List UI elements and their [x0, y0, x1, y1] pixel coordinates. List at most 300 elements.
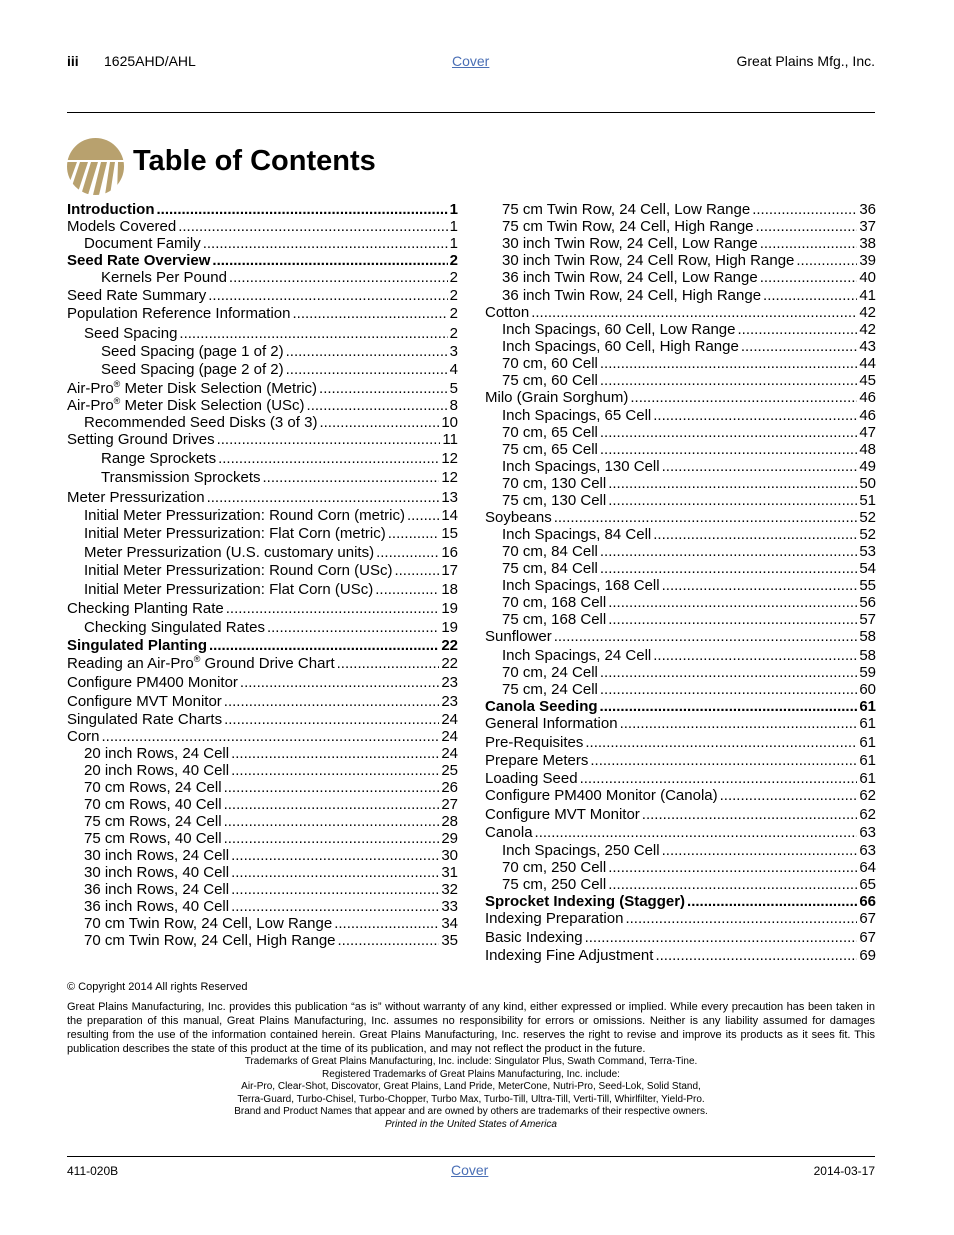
dot-leader [608, 594, 857, 612]
dot-leader [600, 424, 857, 442]
dot-leader [752, 201, 857, 219]
toc-entry-page: 67 [859, 910, 876, 927]
toc-entry[interactable] [84, 830, 458, 848]
header-cover-link[interactable]: Cover [452, 53, 490, 69]
toc-entry[interactable] [67, 728, 458, 746]
dot-leader [653, 647, 857, 665]
toc-entry-page: 61 [859, 698, 876, 715]
toc-entry-title: Milo (Grain Sorghum) [485, 389, 629, 406]
dot-leader [307, 397, 448, 415]
dot-leader [630, 389, 857, 407]
toc-entry[interactable] [67, 287, 458, 305]
toc-entry[interactable] [67, 380, 458, 398]
toc-entry-title: Inch Spacings, 60 Cell, Low Range [502, 321, 736, 338]
toc-entry[interactable] [485, 929, 876, 947]
dot-leader [209, 637, 439, 655]
toc-entry-title: 75 cm, 65 Cell [502, 441, 598, 458]
toc-entry-page: 22 [441, 655, 458, 672]
toc-entry[interactable] [67, 655, 458, 673]
toc-entry-title: 75 cm, 24 Cell [502, 681, 598, 698]
toc-entry-title: 30 inch Twin Row, 24 Cell, Low Range [502, 235, 758, 252]
toc-entry[interactable] [84, 235, 458, 253]
dot-leader [608, 492, 857, 510]
toc-entry-page: 28 [441, 813, 458, 830]
toc-entry-title: 70 cm, 250 Cell [502, 859, 607, 876]
toc-entry-title: Checking Planting Rate [67, 600, 224, 617]
dot-leader [208, 287, 447, 305]
toc-entry-page: 67 [859, 929, 876, 946]
toc-entry-title: Configure MVT Monitor [485, 806, 640, 823]
toc-entry[interactable] [502, 475, 876, 493]
toc-entry-page: 50 [859, 475, 876, 492]
toc-entry-page: 24 [441, 728, 458, 745]
toc-entry-title: 70 cm, 168 Cell [502, 594, 607, 611]
toc-entry-page: 29 [441, 830, 458, 847]
toc-entry[interactable] [67, 600, 458, 618]
toc-entry-page: 31 [441, 864, 458, 881]
toc-entry-page: 47 [859, 424, 876, 441]
toc-entry[interactable] [502, 321, 876, 339]
dot-leader [229, 269, 448, 287]
toc-entry-page: 59 [859, 664, 876, 681]
toc-entry-title: Inch Spacings, 130 Cell [502, 458, 660, 475]
toc-entry-title: Air-Pro® Meter Disk Selection (Metric) [67, 379, 318, 397]
dot-leader [203, 235, 448, 253]
toc-entry[interactable] [502, 842, 876, 860]
dot-leader [600, 698, 858, 716]
footer-date: 2014-03-17 [813, 1164, 875, 1178]
trademark-line: Air-Pro, Clear-Shot, Discovator, Great Plains, Land Pride, MeterCone, Nutri-Pro, Seed-Lok, Solid Stand, [241, 1081, 701, 1092]
dot-leader [608, 859, 857, 877]
dot-leader [267, 619, 439, 637]
toc-entry-page: 64 [859, 859, 876, 876]
dot-leader [608, 876, 857, 894]
toc-entry[interactable] [84, 525, 458, 543]
toc-entry-title: 75 cm, 130 Cell [502, 492, 607, 509]
dot-leader [554, 628, 858, 646]
toc-entry[interactable] [502, 560, 876, 578]
toc-entry-title: Initial Meter Pressurization: Flat Corn (metric) [84, 525, 386, 542]
trademark-line: Terra-Guard, Turbo-Chisel, Turbo-Chopper, Turbo Max, Turbo-Till, Ultra-Till, Verti-Till, Whirlfilter, Yield-Pro. [237, 1093, 705, 1105]
dot-leader [720, 787, 858, 805]
toc-entry-page: 10 [441, 414, 458, 431]
dot-leader [231, 762, 439, 780]
toc-entry-title: Sprocket Indexing (Stagger) [485, 893, 686, 910]
toc-entry-title: General Information [485, 715, 618, 732]
toc-entry[interactable] [67, 252, 458, 270]
toc-entry[interactable] [485, 806, 876, 824]
toc-entry[interactable] [84, 544, 458, 562]
toc-entry[interactable] [101, 343, 458, 361]
dot-leader [212, 252, 447, 270]
toc-entry-page: 61 [859, 752, 876, 769]
dot-leader [224, 830, 440, 848]
toc-entry-page: 56 [859, 594, 876, 611]
toc-entry[interactable] [84, 898, 458, 916]
toc-entry-title: 70 cm, 84 Cell [502, 543, 598, 560]
dot-leader [662, 458, 858, 476]
toc-entry[interactable] [502, 458, 876, 476]
toc-entry-page: 12 [441, 469, 458, 486]
toc-entry[interactable] [502, 218, 876, 236]
toc-entry-page: 2 [449, 287, 458, 304]
toc-entry[interactable] [84, 745, 458, 763]
toc-entry[interactable] [485, 698, 876, 716]
toc-entry[interactable] [101, 450, 458, 468]
footer-cover-link[interactable]: Cover [451, 1162, 489, 1178]
dot-leader [224, 813, 440, 831]
toc-entry[interactable] [84, 881, 458, 899]
dot-leader [662, 577, 858, 595]
toc-entry[interactable] [485, 770, 876, 788]
toc-entry-page: 14 [441, 507, 458, 524]
footer-divider [67, 1156, 875, 1157]
toc-entry-title: Kernels Per Pound [101, 269, 227, 286]
toc-entry[interactable] [67, 397, 458, 415]
toc-entry-title: Configure PM400 Monitor (Canola) [485, 787, 718, 804]
toc-entry[interactable] [67, 489, 458, 507]
toc-entry-page: 49 [859, 458, 876, 475]
toc-entry-page: 61 [859, 770, 876, 787]
toc-entry[interactable] [67, 201, 458, 219]
toc-entry-title: 20 inch Rows, 40 Cell [84, 762, 230, 779]
toc-entry-title: Cotton [485, 304, 530, 321]
toc-entry-title: Transmission Sprockets [101, 469, 261, 486]
toc-entry[interactable] [84, 847, 458, 865]
toc-entry-title: Configure MVT Monitor [67, 693, 222, 710]
toc-entry-page: 58 [859, 647, 876, 664]
toc-entry[interactable] [502, 355, 876, 373]
dot-leader [218, 450, 439, 468]
toc-entry[interactable] [84, 581, 458, 599]
toc-entry-title: Configure PM400 Monitor [67, 674, 238, 691]
toc-entry[interactable] [84, 864, 458, 882]
toc-entry-title: Inch Spacings, 250 Cell [502, 842, 660, 859]
toc-entry[interactable] [84, 507, 458, 525]
toc-entry-page: 58 [859, 628, 876, 645]
header-company: Great Plains Mfg., Inc. [736, 53, 875, 69]
toc-entry[interactable] [84, 619, 458, 637]
dot-leader [535, 824, 858, 842]
footer-doc-number: 411-020B [67, 1164, 119, 1178]
dot-leader [334, 915, 439, 933]
toc-entry[interactable] [502, 664, 876, 682]
toc-entry-title: Checking Singulated Rates [84, 619, 265, 636]
toc-entry-page: 46 [859, 389, 876, 406]
dot-leader [231, 847, 439, 865]
dot-leader [625, 910, 857, 928]
toc-entry-page: 2 [449, 325, 458, 342]
toc-entry-page: 43 [859, 338, 876, 355]
toc-entry-title: Inch Spacings, 84 Cell [502, 526, 652, 543]
toc-entry-title: 75 cm, 60 Cell [502, 372, 598, 389]
toc-entry-page: 3 [449, 343, 458, 360]
toc-entry-title: 30 inch Rows, 24 Cell [84, 847, 230, 864]
toc-entry-title: Inch Spacings, 60 Cell, High Range [502, 338, 739, 355]
dot-leader [600, 560, 857, 578]
toc-entry-page: 2 [449, 269, 458, 286]
toc-entry[interactable] [84, 779, 458, 797]
copyright: © Copyright 2014 All rights Reserved [67, 981, 248, 993]
dot-leader [388, 525, 440, 543]
toc-entry[interactable] [502, 372, 876, 390]
toc-entry-page: 2 [449, 305, 458, 322]
toc-entry-title: 30 inch Rows, 40 Cell [84, 864, 230, 881]
toc-entry-page: 40 [859, 269, 876, 286]
toc-entry-page: 26 [441, 779, 458, 796]
dot-leader [319, 380, 448, 398]
dot-leader [224, 711, 439, 729]
toc-entry-page: 1 [449, 235, 458, 252]
great-plains-logo-icon [67, 138, 124, 195]
toc-entry-page: 42 [859, 304, 876, 321]
toc-entry[interactable] [101, 361, 458, 379]
toc-entry-title: Canola Seeding [485, 698, 598, 715]
toc-entry-page: 52 [859, 526, 876, 543]
toc-entry-title: 70 cm, 65 Cell [502, 424, 598, 441]
toc-entry-title: Document Family [84, 235, 201, 252]
toc-entry-page: 57 [859, 611, 876, 628]
dot-leader [407, 507, 439, 525]
toc-entry-page: 23 [441, 674, 458, 691]
dot-leader [590, 752, 857, 770]
dot-leader [662, 842, 858, 860]
toc-entry-title: Indexing Fine Adjustment [485, 947, 654, 964]
toc-entry[interactable] [84, 762, 458, 780]
toc-entry[interactable] [84, 325, 458, 343]
toc-entry[interactable] [502, 594, 876, 612]
toc-entry-title: Seed Spacing (page 2 of 2) [101, 361, 284, 378]
toc-entry[interactable] [502, 201, 876, 219]
toc-entry[interactable] [67, 431, 458, 449]
dot-leader [600, 372, 857, 390]
toc-entry-page: 15 [441, 525, 458, 542]
disclaimer: Great Plains Manufacturing, Inc. provides this publication “as is” without warranty of any kind, either expressed or implied. While every precaution has been taken in the preparation of this manual, Great Plains Manufacturing, Inc. assumes no responsibility for errors or omissions. Neither is any liability assumed for damages resulting from the use of the information contained herein. Great Plains Manufacturing, Inc. reserves the right to revise and improve its products as it sees fit. This publication describes the state of this product at the time of its publication, and may not reflect the product in the future. [67, 1001, 875, 1055]
toc-entry[interactable] [67, 693, 458, 711]
toc-entry[interactable] [502, 611, 876, 629]
dot-leader [217, 431, 441, 449]
toc-entry[interactable] [502, 577, 876, 595]
toc-entry[interactable] [485, 752, 876, 770]
legal-notice [67, 980, 875, 1131]
toc-entry-title: 75 cm, 84 Cell [502, 560, 598, 577]
toc-entry[interactable] [67, 305, 458, 323]
toc-entry[interactable] [84, 932, 458, 950]
toc-entry-title: Seed Rate Overview [67, 252, 211, 269]
dot-leader [642, 806, 858, 824]
toc-entry-page: 48 [859, 441, 876, 458]
toc-entry[interactable] [101, 269, 458, 287]
toc-entry-title: Meter Pressurization (U.S. customary units) [84, 544, 375, 561]
toc-entry-page: 2 [449, 252, 458, 269]
toc-entry-page: 63 [859, 824, 876, 841]
toc-entry[interactable] [485, 304, 876, 322]
toc-entry-page: 18 [441, 581, 458, 598]
toc-entry-title: Inch Spacings, 168 Cell [502, 577, 660, 594]
toc-entry-page: 17 [441, 562, 458, 579]
toc-entry-page: 44 [859, 355, 876, 372]
toc-entry-page: 61 [859, 715, 876, 732]
dot-leader [796, 252, 857, 270]
toc-entry[interactable] [67, 711, 458, 729]
toc-entry[interactable] [502, 269, 876, 287]
dot-leader [375, 581, 439, 599]
dot-leader [737, 321, 857, 339]
dot-leader [231, 881, 439, 899]
dot-leader [760, 269, 858, 287]
toc-entry[interactable] [502, 543, 876, 561]
toc-entry[interactable] [67, 637, 458, 655]
toc-entry-page: 16 [441, 544, 458, 561]
dot-leader [337, 655, 440, 673]
toc-entry-title: Singulated Rate Charts [67, 711, 223, 728]
dot-leader [338, 932, 440, 950]
toc-entry[interactable] [502, 252, 876, 270]
toc-entry[interactable] [485, 509, 876, 527]
dot-leader [600, 681, 857, 699]
toc-entry[interactable] [485, 389, 876, 407]
toc-entry[interactable] [84, 813, 458, 831]
toc-entry[interactable] [502, 859, 876, 877]
toc-entry[interactable] [84, 796, 458, 814]
toc-entry-page: 8 [449, 397, 458, 414]
dot-leader [760, 235, 858, 253]
dot-leader [600, 543, 857, 561]
header-model: 1625AHD/AHL [104, 53, 196, 69]
toc-entry[interactable] [485, 734, 876, 752]
toc-entry[interactable] [502, 526, 876, 544]
toc-entry[interactable] [67, 674, 458, 692]
toc-entry-title: Range Sprockets [101, 450, 217, 467]
toc-entry-page: 69 [859, 947, 876, 964]
toc-entry[interactable] [502, 424, 876, 442]
header-divider [67, 112, 875, 113]
toc-entry-title: 36 inch Twin Row, 24 Cell, Low Range [502, 269, 758, 286]
toc-entry-title: 75 cm, 168 Cell [502, 611, 607, 628]
toc-entry-title: Seed Spacing [84, 325, 178, 342]
toc-entry-page: 32 [441, 881, 458, 898]
toc-entry[interactable] [84, 562, 458, 580]
toc-entry[interactable] [485, 947, 876, 965]
toc-entry-title: Indexing Preparation [485, 910, 624, 927]
header-page-number: iii [67, 53, 79, 69]
toc-entry-title: Loading Seed [485, 770, 578, 787]
toc-entry[interactable] [485, 824, 876, 842]
toc-entry-page: 1 [449, 218, 458, 235]
toc-entry[interactable] [502, 338, 876, 356]
toc-entry[interactable] [101, 469, 458, 487]
toc-entry-page: 25 [441, 762, 458, 779]
dot-leader [655, 947, 857, 965]
dot-leader [653, 526, 857, 544]
toc-entry[interactable] [502, 287, 876, 305]
toc-entry-page: 55 [859, 577, 876, 594]
toc-entry-page: 60 [859, 681, 876, 698]
toc-entry-title: Prepare Meters [485, 752, 589, 769]
toc-entry-title: 75 cm Rows, 24 Cell [84, 813, 222, 830]
toc-entry-page: 54 [859, 560, 876, 577]
toc-entry-title: 30 inch Twin Row, 24 Cell Row, High Range [502, 252, 795, 269]
dot-leader [231, 898, 439, 916]
dot-leader [224, 693, 440, 711]
toc-entry-title: 70 cm Twin Row, 24 Cell, Low Range [84, 915, 333, 932]
trademark-line: Registered Trademarks of Great Plains Manufacturing, Inc. include: [322, 1068, 620, 1080]
dot-leader [207, 489, 440, 507]
dot-leader [756, 218, 858, 236]
toc-entry-page: 61 [859, 734, 876, 751]
toc-entry[interactable] [502, 492, 876, 510]
toc-entry[interactable] [485, 715, 876, 733]
dot-leader [226, 600, 440, 618]
toc-entry-title: 20 inch Rows, 24 Cell [84, 745, 230, 762]
toc-entry-title: Seed Rate Summary [67, 287, 207, 304]
toc-entry-page: 4 [449, 361, 458, 378]
toc-entry[interactable] [502, 647, 876, 665]
toc-entry[interactable] [502, 235, 876, 253]
toc-entry-page: 19 [441, 600, 458, 617]
dot-leader [620, 715, 858, 733]
trademark-line: Brand and Product Names that appear and are owned by others are trademarks of their respective owners. [234, 1106, 708, 1117]
toc-entry-title: Sunflower [485, 628, 552, 645]
toc-entry-title: Inch Spacings, 65 Cell [502, 407, 652, 424]
toc-entry[interactable] [485, 628, 876, 646]
dot-leader [600, 441, 857, 459]
dot-leader [687, 893, 857, 911]
toc-entry-page: 39 [859, 252, 876, 269]
dot-leader [179, 325, 447, 343]
toc-entry-title: Initial Meter Pressurization: Round Corn (metric) [84, 507, 405, 524]
toc-entry[interactable] [485, 910, 876, 928]
toc-entry-page: 12 [441, 450, 458, 467]
toc-entry-title: Initial Meter Pressurization: Round Corn (USc) [84, 562, 393, 579]
dot-leader [585, 734, 857, 752]
toc-entry[interactable] [84, 915, 458, 933]
toc-entry-page: 33 [441, 898, 458, 915]
dot-leader [580, 770, 858, 788]
toc-entry-title: 75 cm, 250 Cell [502, 876, 607, 893]
toc-entry-title: 70 cm, 60 Cell [502, 355, 598, 372]
toc-entry[interactable] [502, 876, 876, 894]
dot-leader [240, 674, 439, 692]
toc-entry[interactable] [502, 681, 876, 699]
toc-entry-title: Pre-Requisites [485, 734, 584, 751]
dot-leader [608, 475, 857, 493]
dot-leader [600, 664, 857, 682]
toc-entry[interactable] [485, 787, 876, 805]
toc-entry-page: 37 [859, 218, 876, 235]
toc-entry-page: 42 [859, 321, 876, 338]
dot-leader [231, 864, 439, 882]
dot-leader [263, 469, 440, 487]
toc-entry[interactable] [67, 218, 458, 236]
toc-entry[interactable] [502, 441, 876, 459]
dot-leader [763, 287, 857, 305]
dot-leader [231, 745, 439, 763]
toc-entry-title: Recommended Seed Disks (3 of 3) [84, 414, 318, 431]
dot-leader [554, 509, 858, 527]
toc-entry[interactable] [84, 414, 458, 432]
toc-entry-title: Initial Meter Pressurization: Flat Corn (USc) [84, 581, 374, 598]
toc-entry-page: 35 [441, 932, 458, 949]
toc-entry-title: Basic Indexing [485, 929, 583, 946]
toc-entry-page: 38 [859, 235, 876, 252]
toc-entry-page: 24 [441, 745, 458, 762]
toc-entry[interactable] [485, 893, 876, 911]
toc-entry-page: 65 [859, 876, 876, 893]
printed-in: Printed in the United States of America [385, 1118, 557, 1130]
toc-entry[interactable] [502, 407, 876, 425]
dot-leader [531, 304, 857, 322]
